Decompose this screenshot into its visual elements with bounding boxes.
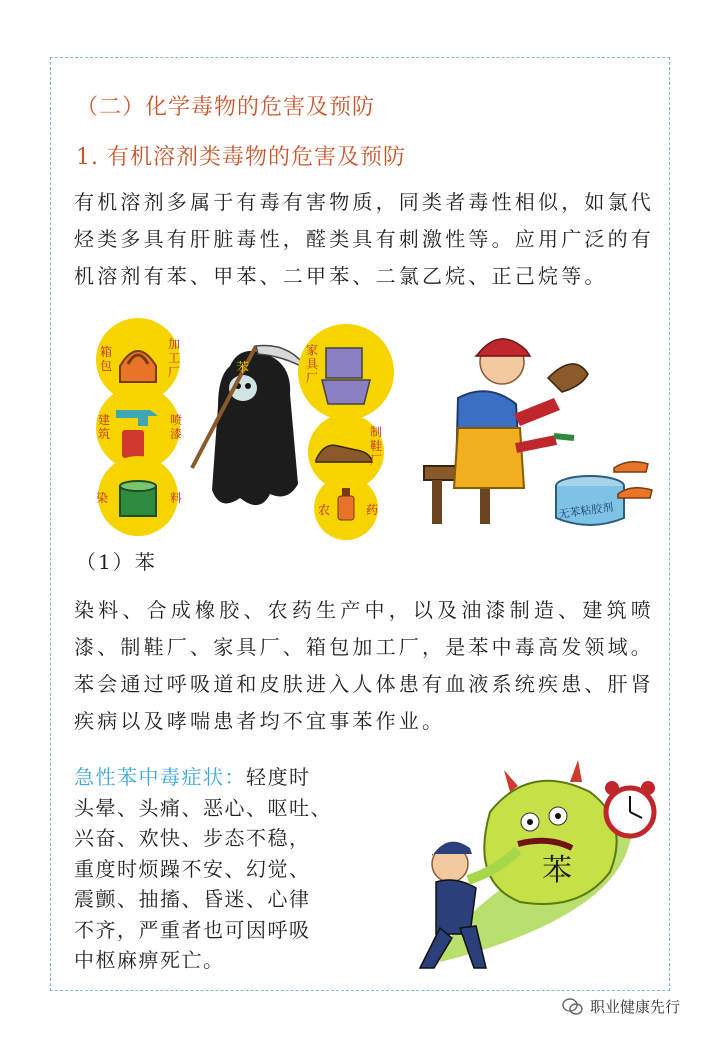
circle-pesticide-right-label: 药 [366,503,379,517]
symptoms-line-0 [74,762,374,793]
watermark-text: 职业健康先行 [590,998,681,1016]
wechat-icon [562,998,584,1016]
circle-bags-right-label: 加工厂 [168,337,181,379]
glue-can-label: 无苯粘胶剂 [557,500,615,522]
benzene-paragraph: 染料、合成橡胶、农药生产中，以及油漆制造、建筑喷漆、制鞋厂、家具厂、箱包加工厂，是苯中毒高发领域。苯会通过呼吸道和皮肤进入人体患有血液系统疾患、肝肾疾病以及哮喘患者均不宜事苯作业。 [74,598,654,733]
symptoms-line-3: 重度时烦躁不安、幻觉、 [74,856,311,881]
industries-illustration [80,318,400,540]
circle-bags-left-label: 箱包 [100,345,113,373]
symptoms-line-2: 兴奋、欢快、步态不稳， [74,826,311,850]
watermark [562,996,680,1017]
circle-chair [298,324,394,420]
benzene-heading: （1）苯 [76,550,157,574]
symptoms-line-1: 头晕、头痛、恶心、呕吐、 [74,795,332,820]
circle-spray-right-label: 喷漆 [170,413,183,441]
benzene-monster-illustration [380,752,670,982]
reaper-label: 苯 [236,361,250,376]
circle-pesticide-left-label: 农 [318,503,331,517]
circle-chair-label: 家具厂 [306,343,319,385]
cobbler-illustration [418,318,658,540]
section-title: （二）化学毒物的危害及预防 [76,95,376,120]
symptoms-block [74,762,374,976]
monster-label: 苯 [542,853,572,888]
circle-paint [96,456,182,536]
circle-spray-left-label: 建筑 [98,413,111,441]
symptoms-line-6: 中枢麻痹死亡。 [74,948,225,972]
circle-paint-right-label: 料 [170,491,183,505]
circle-shoe-label: 制鞋厂 [370,425,383,467]
symptoms-line-4: 震颤、抽搐、昏迷、心律 [74,887,311,911]
symptoms-line-5: 不齐，严重者也可因呼吸 [74,917,311,942]
symptoms-line-0-text: 轻度时 [246,765,311,789]
circle-paint-left-label: 染 [96,491,109,505]
subsection-title: 1. 有机溶剂类毒物的危害及预防 [76,145,406,170]
symptoms-label: 急性苯中毒症状： [74,765,246,789]
intro-paragraph: 有机溶剂多属于有毒有害物质，同类者毒性相似，如氯代烃类多具有肝脏毒性，醛类具有刺激性等。应用广泛的有机溶剂有苯、甲苯、二甲苯、二氯乙烷、正己烷等。 [74,190,654,288]
circle-pesticide [314,476,378,540]
reaper-figure [192,346,308,506]
